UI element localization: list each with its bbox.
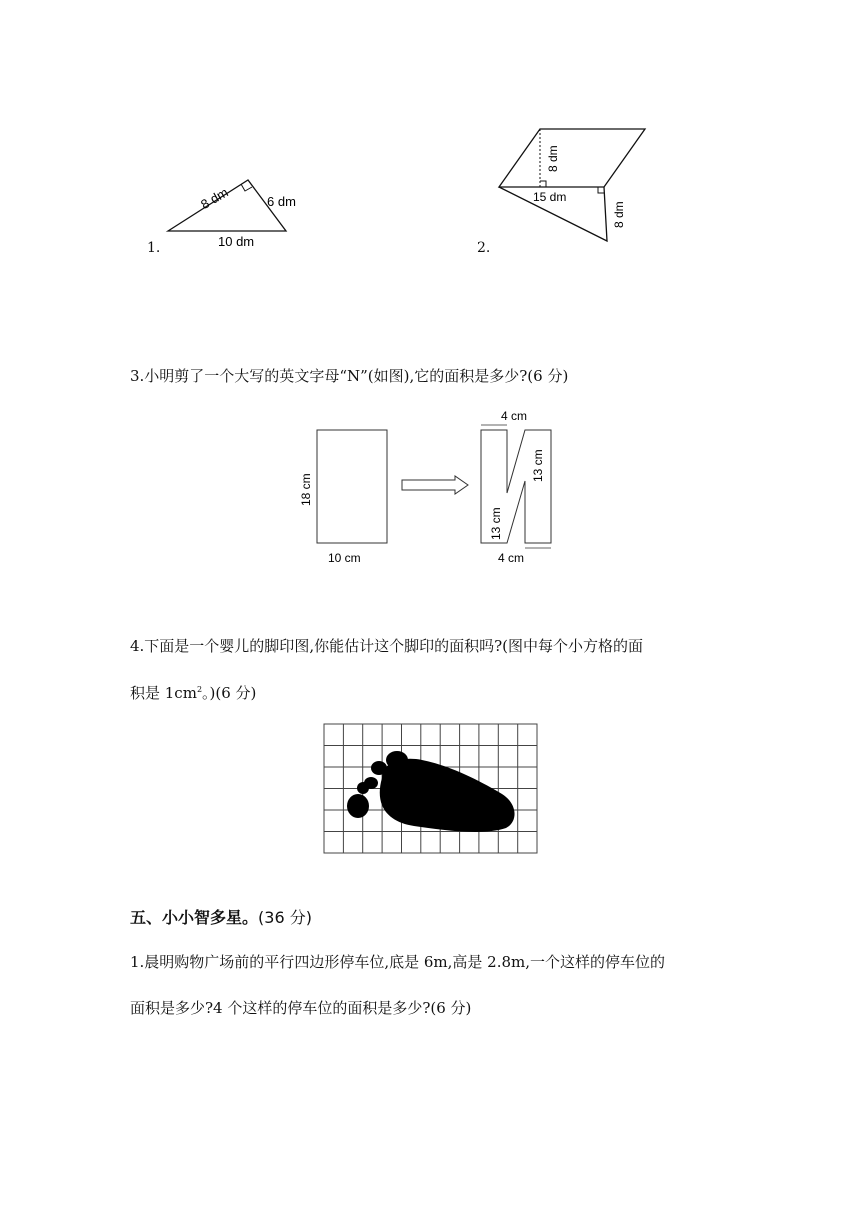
figure2-composite <box>490 120 660 250</box>
rect-width-label: 10 cm <box>328 551 361 565</box>
section5-heading: 五、小小智多星。 <box>130 908 259 927</box>
figure1-triangle <box>140 170 320 260</box>
question4-superscript: 2 <box>196 685 203 694</box>
question4-line2 <box>130 680 256 703</box>
n-top-width-label: 4 cm <box>501 409 528 423</box>
section5-points: (36 分) <box>258 908 312 927</box>
question4-line2-prefix: 积是 1cm <box>130 684 197 702</box>
figure2-height-parallelogram: 8 dm <box>546 145 560 172</box>
figure1-number: 1. <box>147 240 161 256</box>
figure1-side-a: 8 dm <box>198 184 231 213</box>
n-bottom-width-label: 4 cm <box>498 551 525 565</box>
question5-1-line1: 1.晨明购物广场前的平行四边形停车位,底是 6m,高是 2.8m,一个这样的停车位的 <box>130 953 666 971</box>
section5-title <box>130 905 312 928</box>
figure2-base: 15 dm <box>533 190 567 204</box>
question4-line2-suffix: 。)(6 分) <box>202 684 257 702</box>
figure2-number: 2. <box>477 240 491 256</box>
question4-line1: 4.下面是一个婴儿的脚印图,你能估计这个脚印的面积吗?(图中每个小方格的面 <box>130 637 643 655</box>
question3-text: 3.小明剪了一个大写的英文字母“N”(如图),它的面积是多少?(6 分) <box>130 367 569 385</box>
figure1-base: 10 dm <box>218 234 255 249</box>
footprint-grid-figure <box>322 722 540 856</box>
question5-1-line2: 面积是多少?4 个这样的停车位的面积是多少?(6 分) <box>130 999 472 1017</box>
figure1-side-b: 6 dm <box>267 194 296 209</box>
n-right-height-label: 13 cm <box>531 449 545 482</box>
rect-height-label: 18 cm <box>299 473 313 506</box>
question3-figure <box>290 400 580 575</box>
figure2-height-triangle: 8 dm <box>612 201 626 228</box>
n-left-height-label: 13 cm <box>489 507 503 540</box>
arrow-icon <box>402 476 468 494</box>
footprint-icon <box>347 751 515 832</box>
